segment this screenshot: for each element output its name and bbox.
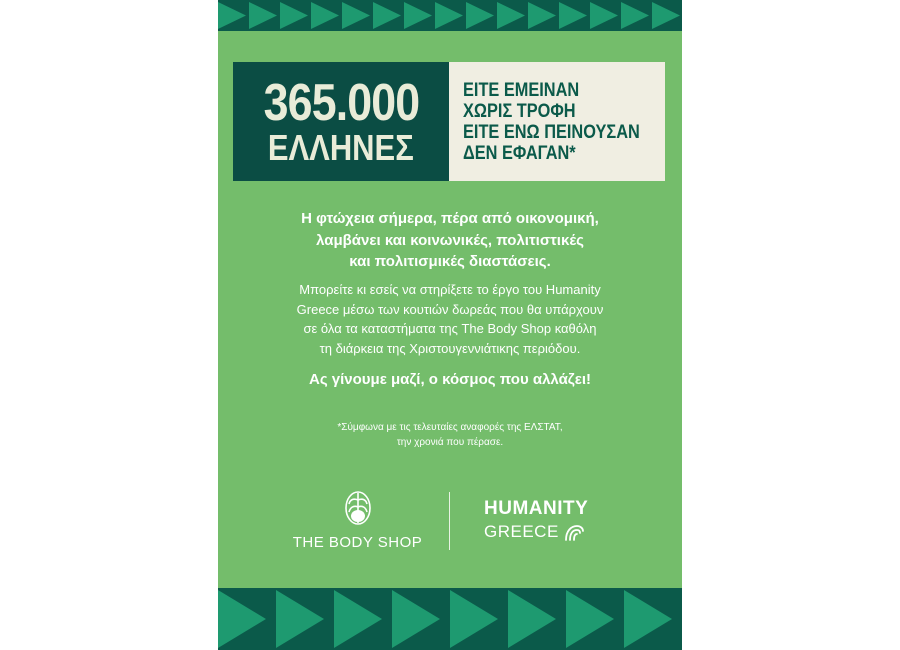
greece-line	[484, 522, 604, 542]
body-paragraph	[218, 280, 682, 358]
greece-wordmark: GREECE	[484, 522, 559, 541]
headline-line: ΕΙΤΕ ΕΜΕΙΝΑΝ	[463, 79, 580, 101]
top-arrow-pattern	[218, 0, 682, 31]
headline-statement	[449, 62, 665, 181]
headline-number: 365.000	[263, 73, 419, 132]
headline-word: ΕΛΛΗΝΕΣ	[268, 126, 414, 168]
bottom-arrow-band	[218, 588, 682, 650]
paragraph-line: Greece μέσω των κουτιών δωρεάς που θα υπάρχουν	[296, 301, 604, 317]
paragraph-line: τη διάρκεια της Χριστουγεννιάτικης περιόδου.	[319, 340, 581, 356]
humanity-fingerprint-icon	[563, 522, 585, 542]
bottom-arrow-pattern	[218, 588, 682, 650]
partner-logos	[218, 490, 682, 560]
headline-line: ΕΙΤΕ ΕΝΩ ΠΕΙΝΟΥΣΑΝ	[463, 121, 640, 143]
poster	[218, 0, 682, 650]
headline-box	[233, 62, 665, 181]
lead-line: και πολιτισμικές διαστάσεις.	[349, 253, 551, 270]
lead-line: λαμβάνει και κοινωνικές, πολιτιστικές	[316, 231, 584, 249]
headline-line: ΔΕΝ ΕΦΑΓΑΝ*	[463, 142, 576, 164]
call-to-action: Ας γίνουμε μαζί, ο κόσμος που αλλάζει!	[308, 371, 591, 388]
humanity-greece-logo	[484, 498, 604, 542]
humanity-wordmark: HUMANITY	[484, 498, 589, 519]
footnote-line: την χρονιά που πέρασε.	[396, 437, 504, 448]
the-body-shop-logo	[285, 490, 430, 551]
body-shop-wordmark: THE BODY SHOP	[292, 534, 423, 551]
lead-line: Η φτώχεια σήμερα, πέρα από οικονομική,	[301, 210, 599, 227]
logo-divider	[449, 492, 450, 550]
footnote-line: *Σύμφωνα με τις τελευταίες αναφορές της ΕΛΣΤΑΤ,	[337, 422, 563, 433]
footnote	[218, 420, 682, 450]
body-shop-leaf-icon	[343, 490, 373, 526]
paragraph-line: σε όλα τα καταστήματα της The Body Shop καθόλη	[303, 321, 597, 336]
headline-stat	[233, 62, 449, 181]
top-arrow-band	[218, 0, 682, 31]
paragraph-line: Μπορείτε κι εσείς να στηρίξετε το έργο του Humanity	[299, 282, 601, 297]
lead-text	[218, 208, 682, 273]
headline-line: ΧΩΡΙΣ ΤΡΟΦΗ	[463, 100, 576, 122]
